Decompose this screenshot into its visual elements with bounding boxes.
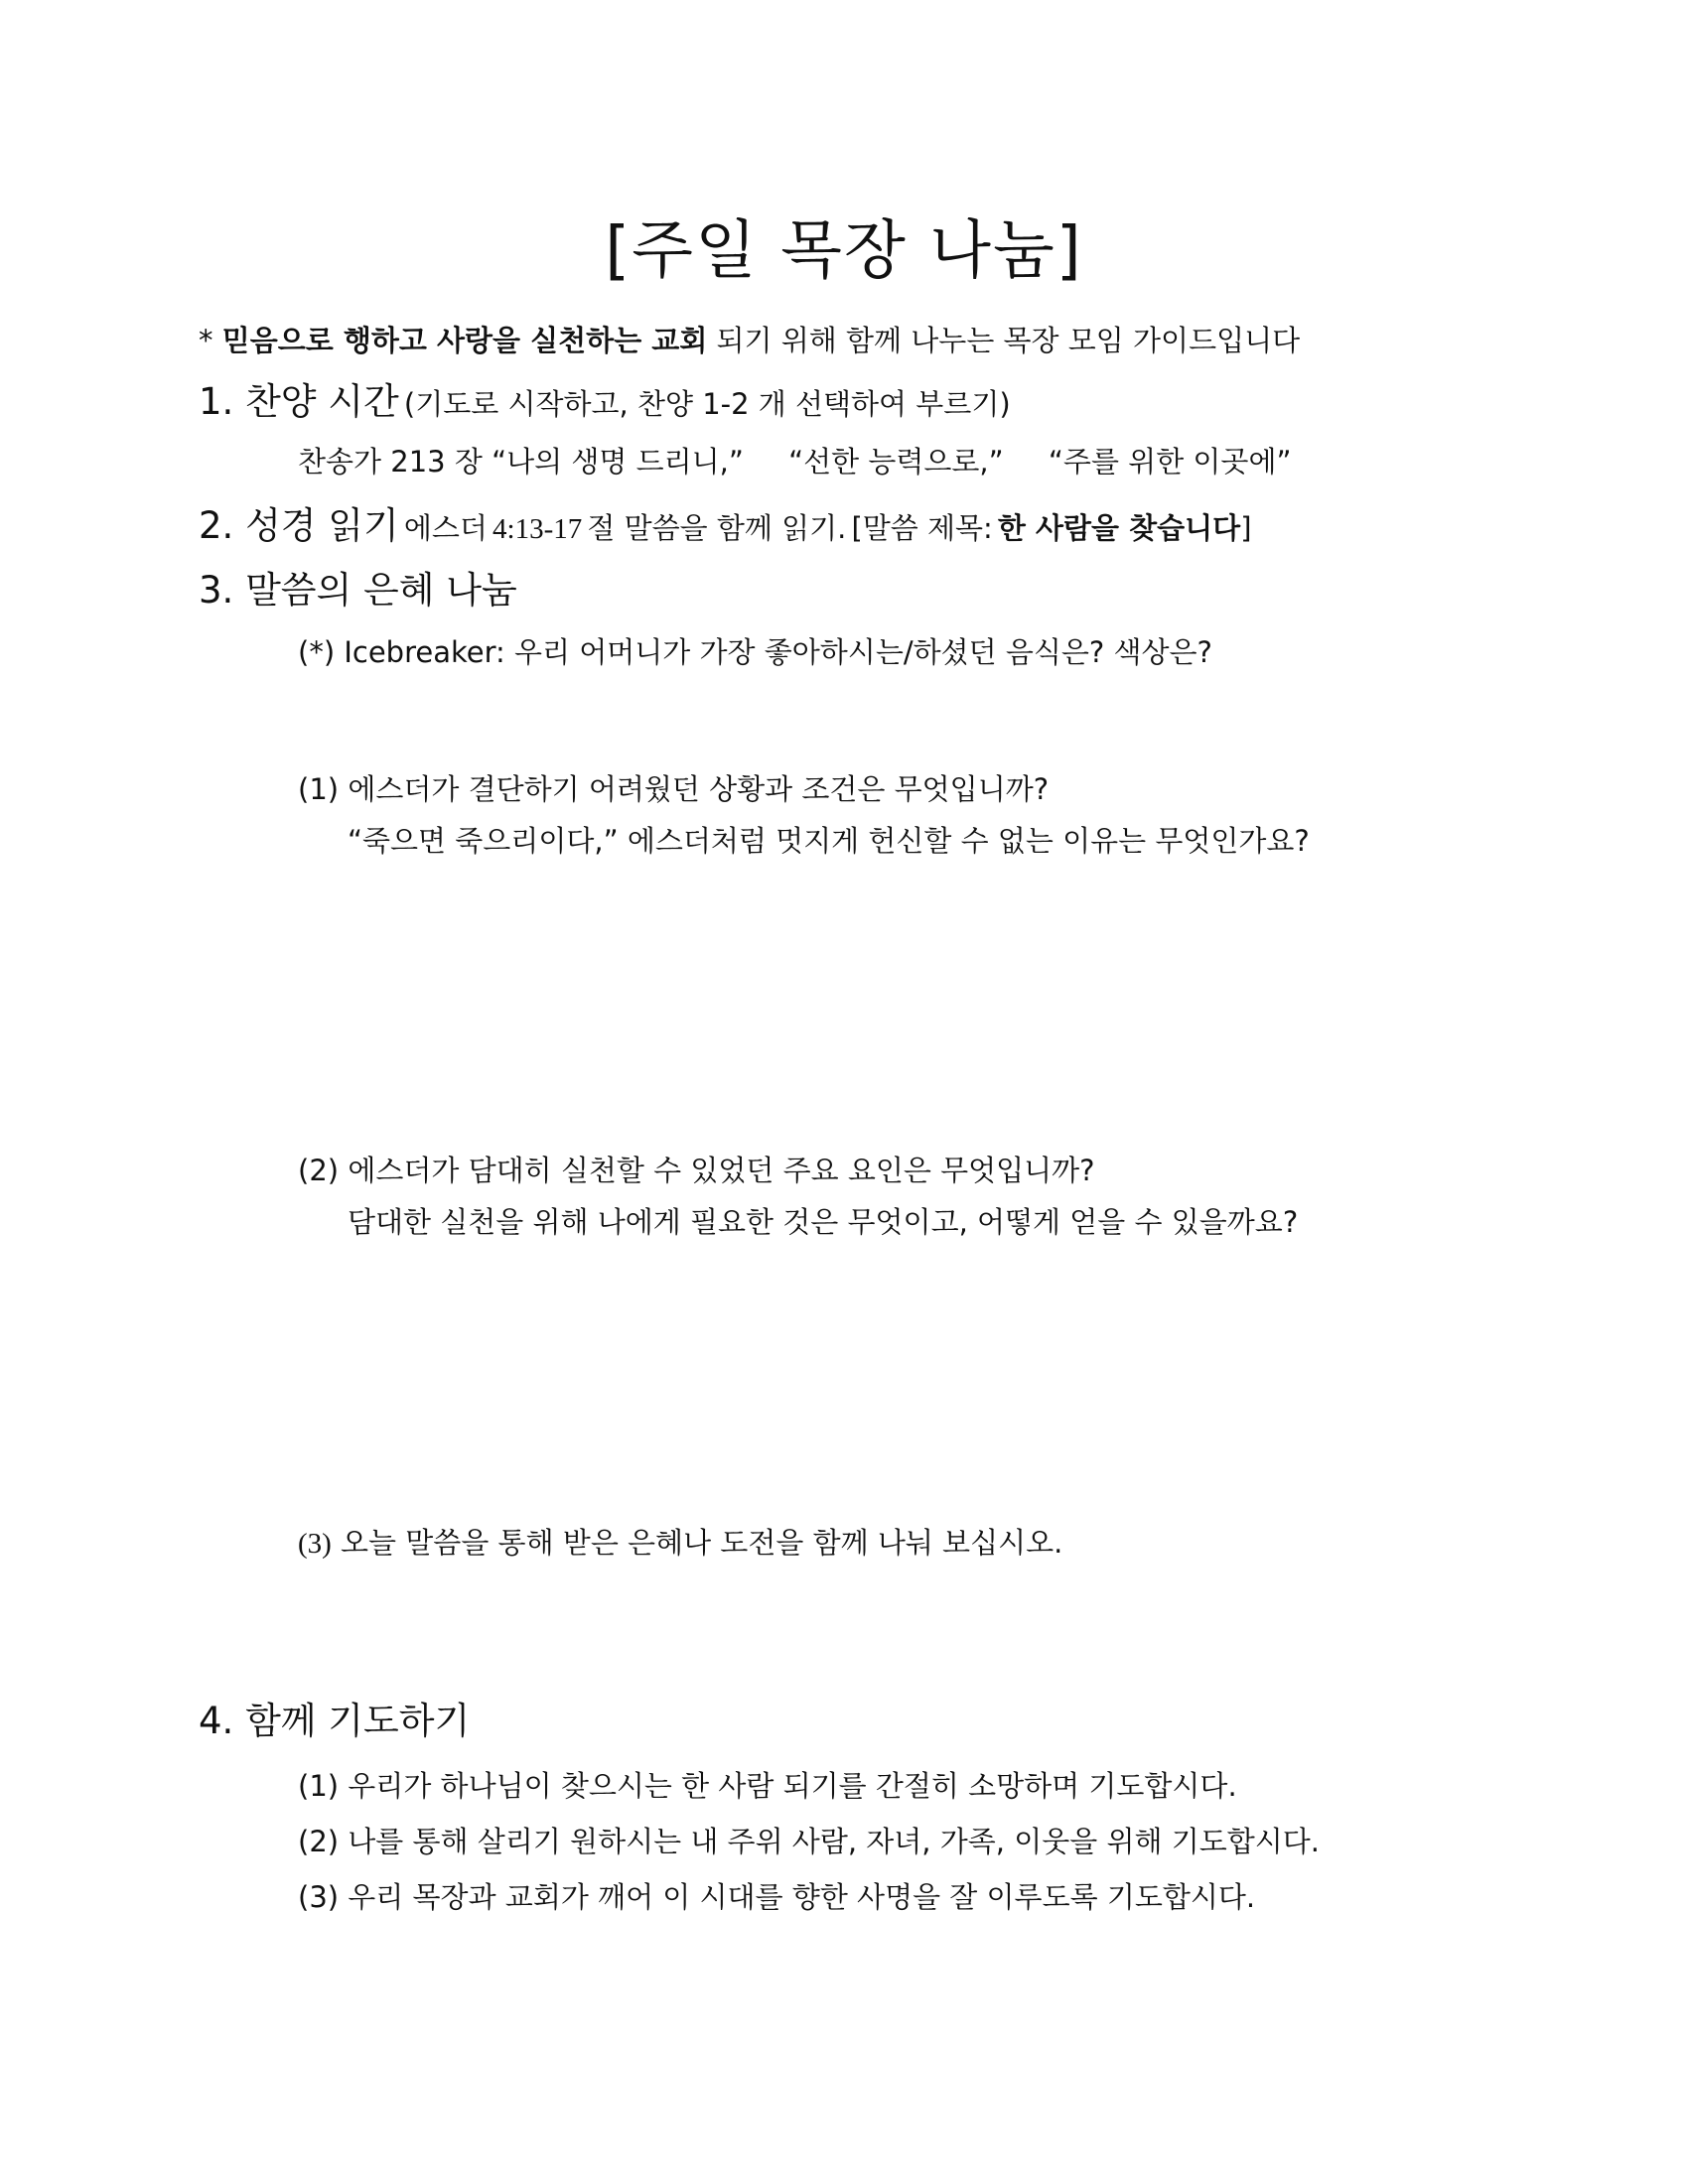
prayer-item-2: (2) 나를 통해 살리기 원하시는 내 주위 사람, 자녀, 가족, 이웃을 위해 기도합시다.	[298, 1825, 1320, 1858]
intro-line	[199, 324, 1300, 358]
page-title: [주일 목장 나눔]	[605, 214, 1083, 288]
prayer-item-3: (3) 우리 목장과 교회가 깨어 이 시대를 향한 사명을 잘 이루도록 기도합시다.	[298, 1880, 1256, 1914]
intro-asterisk: *	[199, 324, 213, 357]
scripture-book: 에스더	[403, 511, 488, 545]
section-2-heading: 2. 성경 읽기	[199, 504, 399, 547]
scripture-reference: 4:13-17	[492, 513, 583, 545]
prayer-item-1: (1) 우리가 하나님이 찾으시는 한 사람 되기를 간절히 소망하며 기도합시다.	[298, 1769, 1237, 1803]
intro-text: 되기 위해 함께 나누는 목장 모임 가이드입니다	[716, 324, 1301, 357]
hymn-line	[298, 445, 1292, 479]
section-4-heading: 4. 함께 기도하기	[199, 1700, 471, 1742]
section-1-note: (기도로 시작하고, 찬양 1-2 개 선택하여 부르기)	[403, 387, 1011, 421]
question-3	[298, 1526, 1062, 1562]
question-2-followup: 담대한 실천을 위해 나에게 필요한 것은 무엇이고, 어떻게 얻을 수 있을까요?	[348, 1205, 1299, 1239]
question-2-text: 에스더가 담대히 실천할 수 있었던 주요 요인은 무엇입니까?	[348, 1154, 1095, 1187]
section-3-heading: 3. 말씀의 은혜 나눔	[199, 569, 517, 612]
section-1-heading: 1. 찬양 시간	[199, 380, 399, 423]
hymn-number: 찬송가 213 장	[298, 445, 483, 478]
question-2	[298, 1154, 1095, 1188]
question-3-number: (3)	[298, 1528, 332, 1560]
question-3-text: 오늘 말씀을 통해 받은 은혜나 도전을 함께 나눠 보십시오.	[341, 1526, 1063, 1560]
sermon-title-label: [말씀 제목:	[851, 511, 993, 545]
icebreaker-question: (*) Icebreaker: 우리 어머니가 가장 좋아하시는/하셨던 음식은? 색상은?	[298, 635, 1212, 669]
section-2-line	[199, 504, 1252, 548]
scripture-instruction: 절 말씀을 함께 읽기.	[587, 511, 847, 545]
question-1-followup: “죽으면 죽으리이다,” 에스더처럼 멋지게 헌신할 수 없는 이유는 무엇인가요?	[348, 824, 1310, 858]
section-1-line	[199, 380, 1011, 424]
question-1	[298, 772, 1049, 807]
hymn-title-3: “주를 위한 이곳에”	[1048, 445, 1292, 478]
question-1-text: 에스더가 결단하기 어려웠던 상황과 조건은 무엇입니까?	[348, 772, 1050, 806]
question-2-number: (2)	[298, 1154, 340, 1187]
sermon-title: 한 사람을 찾습니다	[997, 511, 1241, 545]
question-1-number: (1)	[298, 772, 340, 806]
sermon-title-close: ]	[1240, 511, 1252, 545]
intro-bold-text: 믿음으로 행하고 사랑을 실천하는 교회	[221, 324, 708, 357]
hymn-title-2: “선한 능력으로,”	[788, 445, 1004, 478]
hymn-title-1: “나의 생명 드리니,”	[492, 445, 744, 478]
